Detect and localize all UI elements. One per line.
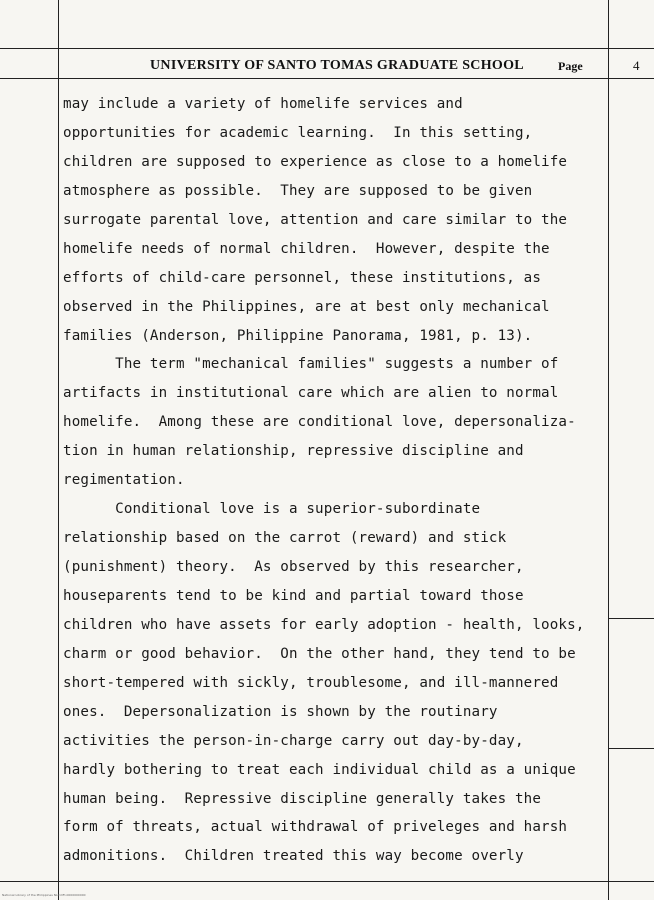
document-body: [63, 90, 603, 871]
right-margin-mark: [608, 748, 654, 749]
text-line: The term "mechanical families" suggests a number of: [63, 356, 559, 373]
page-title: UNIVERSITY OF SANTO TOMAS GRADUATE SCHOOL: [150, 58, 524, 73]
text-line: Conditional love is a superior-subordinate: [63, 501, 481, 518]
text-line: efforts of child-care personnel, these institutions, as: [63, 269, 542, 286]
text-line: homelife. Among these are conditional love, depersonaliza-: [63, 414, 576, 431]
text-line: (punishment) theory. As observed by this researcher,: [63, 559, 524, 575]
text-line: activities the person-in-charge carry out day-by-day,: [63, 732, 524, 749]
text-line: short-tempered with sickly, troublesome, and ill-mannered: [63, 674, 559, 691]
text-line: tion in human relationship, repressive discipline and: [63, 443, 524, 460]
text-line: children who have assets for early adoption - health, looks,: [63, 616, 585, 633]
footer-rule: [0, 881, 654, 882]
text-line: surrogate parental love, attention and care similar to the: [63, 211, 568, 228]
text-line: houseparents tend to be kind and partial toward those: [63, 587, 524, 604]
text-line: human being. Repressive discipline generally takes the: [63, 790, 542, 807]
right-margin-mark: [608, 618, 654, 619]
page-label: Page: [558, 59, 583, 73]
text-line: atmosphere as possible. They are supposed to be given: [63, 182, 533, 199]
page-number: 4: [633, 58, 640, 73]
left-margin-rule: [58, 0, 59, 900]
text-line: relationship based on the carrot (reward) and stick: [63, 530, 507, 547]
header-bottom-rule: [0, 78, 654, 79]
text-line: ones. Depersonalization is shown by the routinary: [63, 703, 498, 720]
text-line: admonitions. Children treated this way become overly: [63, 848, 524, 865]
text-line: artifacts in institutional care which are alien to normal: [63, 385, 559, 402]
header-top-rule: [0, 48, 654, 49]
text-line: may include a variety of homelife services and: [63, 96, 463, 112]
text-line: homelife needs of normal children. However, despite the: [63, 240, 550, 257]
text-line: families (Anderson, Philippine Panorama, 1981, p. 13).: [63, 327, 533, 344]
text-line: form of threats, actual withdrawal of priveleges and harsh: [63, 819, 568, 836]
text-line: hardly bothering to treat each individual child as a unique: [63, 761, 576, 778]
text-line: regimentation.: [63, 472, 185, 489]
text-line: opportunities for academic learning. In this setting,: [63, 124, 533, 141]
text-line: children are supposed to experience as close to a homelife: [63, 153, 568, 170]
archive-footnote: National Library of the Philippines NLP-DFI-0000000000: [2, 893, 86, 897]
right-margin-rule: [608, 0, 609, 900]
text-line: charm or good behavior. On the other hand, they tend to be: [63, 645, 576, 662]
text-line: observed in the Philippines, are at best only mechanical: [63, 298, 550, 315]
